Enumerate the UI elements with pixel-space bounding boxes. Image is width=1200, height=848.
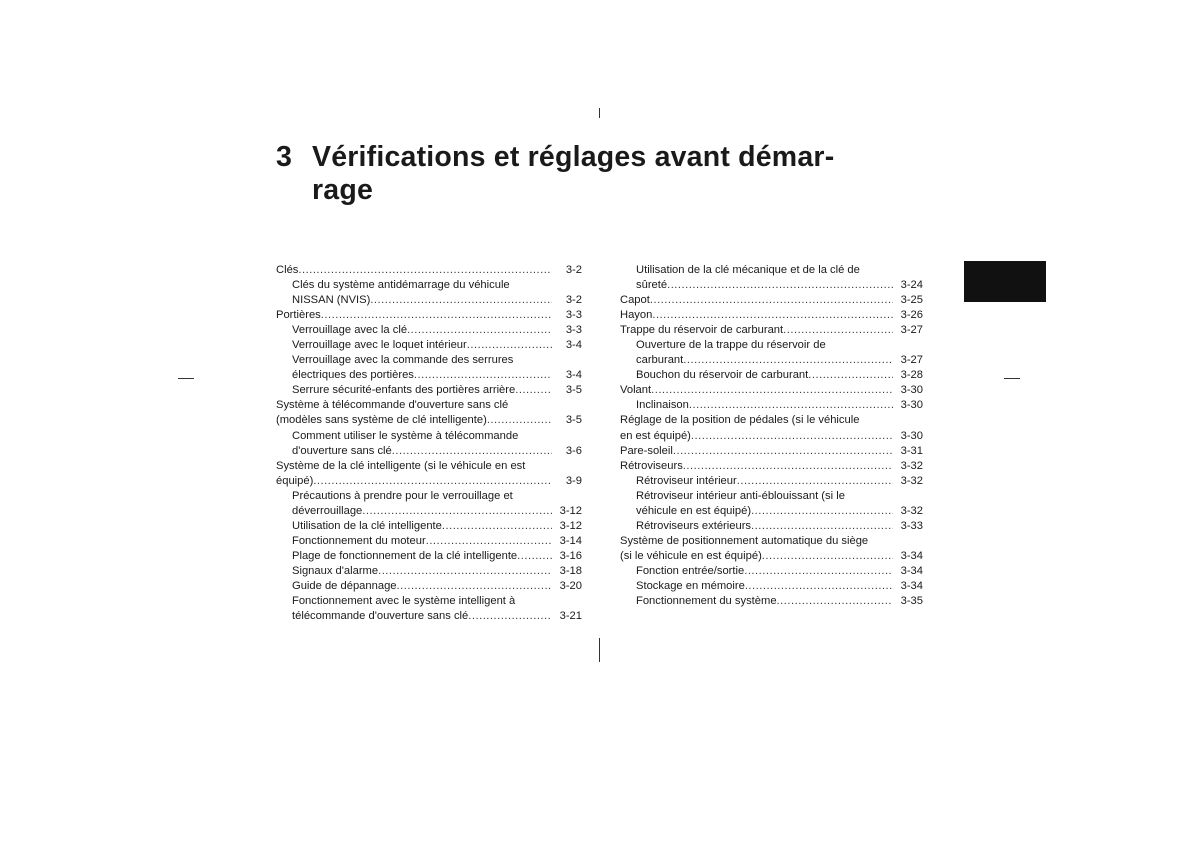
toc-entry[interactable] (276, 459, 582, 489)
toc-entry-row (292, 519, 582, 534)
toc-entry[interactable] (276, 398, 582, 428)
toc-entry-row (636, 474, 923, 489)
toc-entry-row (620, 323, 923, 338)
toc-entry-row (292, 338, 582, 353)
toc-page-number: 3-3 (565, 309, 582, 322)
toc-entry-row (620, 549, 923, 564)
toc-entry[interactable] (620, 413, 923, 443)
dot-leader (667, 278, 893, 293)
toc-entry[interactable] (620, 594, 923, 609)
toc-entry[interactable] (276, 549, 582, 564)
toc-entry-row (292, 504, 582, 519)
toc-page-number: 3-6 (565, 444, 582, 457)
toc-entry-text: (si le véhicule en est équipé) (620, 549, 762, 562)
dot-leader (370, 293, 552, 308)
dot-leader (517, 549, 552, 564)
toc-entry[interactable] (276, 308, 582, 323)
toc-entry-text: Ouverture de la trappe du réservoir de (636, 339, 826, 352)
toc-page-number: 3-5 (565, 414, 582, 427)
dot-leader (683, 353, 893, 368)
toc-entry-row (636, 594, 923, 609)
dot-leader (650, 293, 893, 308)
toc-entry[interactable] (276, 263, 582, 278)
toc-entry[interactable] (276, 429, 582, 459)
toc-page-number: 3-2 (565, 264, 582, 276)
toc-page-number: 3-34 (900, 564, 923, 577)
toc-entry-text: Bouchon du réservoir de carburant (636, 369, 809, 382)
toc-page-number: 3-35 (900, 595, 923, 608)
toc-entry[interactable] (276, 278, 582, 308)
toc-page-number: 3-30 (900, 399, 923, 412)
toc-right-column (620, 263, 923, 609)
toc-entry-row (292, 534, 582, 549)
chapter-heading (276, 141, 916, 207)
toc-entry-text: Portières (276, 309, 321, 322)
toc-page-number: 3-27 (900, 354, 923, 367)
toc-entry-row (620, 383, 923, 398)
dot-leader (467, 338, 552, 353)
toc-entry-row (636, 504, 923, 519)
toc-entry-row (292, 579, 582, 594)
toc-entry-text: Guide de dépannage (292, 579, 397, 592)
dot-leader (751, 519, 893, 534)
toc-entry-row (636, 564, 923, 579)
toc-entry[interactable] (620, 398, 923, 413)
chapter-thumb-tab (964, 261, 1046, 302)
toc-entry[interactable] (620, 338, 923, 368)
toc-entry-text: déverrouillage (292, 504, 363, 517)
toc-entry-row (620, 444, 923, 459)
toc-entry[interactable] (276, 519, 582, 534)
toc-entry-text: (modèles sans système de clé intelligente) (276, 414, 487, 427)
toc-entry-row (636, 353, 923, 368)
toc-entry[interactable] (276, 594, 582, 624)
toc-entry-text: Serrure sécurité-enfants des portières arrière (292, 384, 516, 397)
toc-entry-text: Réglage de la position de pédales (si le véhicule (620, 414, 860, 427)
toc-left-column (276, 263, 582, 624)
toc-entry-text: Verrouillage avec le loquet intérieur (292, 339, 467, 352)
toc-entry-text: Plage de fonctionnement de la clé intelligente (292, 549, 518, 562)
toc-entry-text: électriques des portières (292, 369, 414, 382)
toc-entry-row (636, 519, 923, 534)
chapter-number: 3 (276, 141, 293, 173)
dot-leader (673, 444, 893, 459)
toc-entry[interactable] (620, 444, 923, 459)
toc-page-number: 3-21 (559, 610, 582, 623)
toc-entry-text: Pare-soleil (620, 444, 673, 457)
toc-entry-text: Fonctionnement avec le système intelligent à (292, 595, 516, 608)
toc-entry[interactable] (620, 534, 923, 564)
toc-entry-text: Utilisation de la clé intelligente (292, 519, 442, 532)
toc-page-number: 3-28 (900, 369, 923, 382)
toc-entry-text: Fonctionnement du moteur (292, 534, 426, 547)
dot-leader (442, 519, 552, 534)
toc-page-number: 3-33 (900, 519, 923, 532)
toc-entry-text: Capot (620, 294, 650, 307)
toc-page-number: 3-12 (559, 504, 582, 517)
dot-leader (783, 323, 893, 338)
toc-page-number: 3-32 (900, 504, 923, 517)
dot-leader (691, 429, 893, 444)
toc-entry[interactable] (620, 474, 923, 489)
toc-entry-row (292, 383, 582, 398)
toc-entry-text: télécommande d'ouverture sans clé (292, 610, 469, 623)
toc-entry-row (276, 308, 582, 323)
dot-leader (298, 263, 552, 278)
toc-page-number: 3-18 (559, 564, 582, 577)
toc-page-number: 3-20 (559, 579, 582, 592)
dot-leader (652, 308, 893, 323)
toc-entry-row (292, 444, 582, 459)
toc-page-number: 3-25 (900, 294, 923, 307)
dot-leader (321, 308, 552, 323)
toc-page-number: 3-3 (565, 324, 582, 337)
toc-entry-row (620, 308, 923, 323)
dot-leader (397, 579, 552, 594)
toc-entry[interactable] (620, 383, 923, 398)
toc-entry[interactable] (276, 534, 582, 549)
dot-leader (407, 323, 552, 338)
toc-entry-row (636, 368, 923, 383)
toc-entry[interactable] (276, 353, 582, 383)
toc-page-number: 3-30 (900, 429, 923, 442)
toc-entry[interactable] (276, 383, 582, 398)
dot-leader (808, 368, 893, 383)
toc-entry-text: carburant (636, 354, 684, 367)
toc-page-number: 3-12 (559, 519, 582, 532)
toc-page-number: 3-32 (900, 459, 923, 472)
toc-entry-text: NISSAN (NVIS) (292, 294, 371, 307)
toc-entry-text: Utilisation de la clé mécanique et de la clé de (636, 264, 860, 276)
toc-entry[interactable] (276, 564, 582, 579)
toc-entry-text: Comment utiliser le système à télécommande (292, 429, 519, 442)
toc-page-number: 3-26 (900, 309, 923, 322)
dot-leader (745, 579, 893, 594)
toc-entry-row (292, 323, 582, 338)
toc-entry-text: Rétroviseur intérieur (636, 474, 737, 487)
toc-page-number: 3-30 (900, 384, 923, 397)
toc-entry-row (292, 368, 582, 383)
dot-leader (414, 368, 552, 383)
toc-entry-text: Fonctionnement du système (636, 595, 777, 608)
toc-page-number: 3-27 (900, 324, 923, 337)
toc-entry-row (292, 609, 582, 624)
toc-entry[interactable] (276, 323, 582, 338)
left-crop-mark (178, 378, 194, 379)
dot-leader (468, 609, 552, 624)
dot-leader (515, 383, 552, 398)
toc-entry[interactable] (620, 579, 923, 594)
toc-entry-text: Verrouillage avec la clé (292, 324, 408, 337)
toc-entry[interactable] (620, 519, 923, 534)
toc-entry-row (620, 293, 923, 308)
toc-entry[interactable] (276, 579, 582, 594)
dot-leader (378, 564, 552, 579)
toc-page-number: 3-14 (559, 534, 582, 547)
toc-entry[interactable] (276, 489, 582, 519)
toc-entry[interactable] (620, 293, 923, 308)
toc-entry[interactable] (620, 308, 923, 323)
toc-entry-text: Trappe du réservoir de carburant (620, 324, 784, 337)
toc-page-number: 3-2 (565, 294, 582, 307)
toc-entry-row (292, 549, 582, 564)
toc-entry-text: Stockage en mémoire (636, 579, 745, 592)
toc-entry-text: Rétroviseurs (620, 459, 683, 472)
toc-page-number: 3-9 (565, 474, 582, 487)
toc-entry[interactable] (620, 368, 923, 383)
dot-leader (777, 594, 893, 609)
toc-page-number: 3-34 (900, 579, 923, 592)
toc-page-number: 3-34 (900, 549, 923, 562)
toc-entry-text: Clés (276, 264, 299, 276)
dot-leader (689, 398, 893, 413)
toc-entry-text: Volant (620, 384, 652, 397)
toc-entry-text: Rétroviseurs extérieurs (636, 519, 752, 532)
toc-entry-text: Fonction entrée/sortie (636, 564, 745, 577)
toc-entry-row (276, 263, 582, 278)
toc-page-number: 3-5 (565, 384, 582, 397)
top-crop-mark (599, 108, 600, 118)
toc-entry-text: Système à télécommande d'ouverture sans clé (276, 399, 509, 412)
toc-page-number: 3-31 (900, 444, 923, 457)
dot-leader (751, 504, 893, 519)
toc-entry-row (292, 293, 582, 308)
toc-entry[interactable] (620, 489, 923, 519)
dot-leader (651, 383, 893, 398)
toc-entry-row (620, 429, 923, 444)
toc-entry-text: Inclinaison (636, 399, 689, 412)
toc-page-number: 3-16 (559, 549, 582, 562)
toc-entry[interactable] (276, 338, 582, 353)
dot-leader (313, 474, 552, 489)
toc-page-number: 3-24 (900, 279, 923, 292)
toc-entry-text: Signaux d'alarme (292, 564, 379, 577)
dot-leader (392, 444, 552, 459)
toc-entry-row (636, 579, 923, 594)
right-crop-mark (1004, 378, 1020, 379)
toc-entry-text: sûreté (636, 279, 668, 292)
toc-entry-text: Clés du système antidémarrage du véhicule (292, 279, 510, 292)
dot-leader (737, 474, 893, 489)
toc-entry[interactable] (620, 323, 923, 338)
dot-leader (362, 504, 552, 519)
dot-leader (683, 459, 893, 474)
toc-entry-text: Verrouillage avec la commande des serrures (292, 354, 514, 367)
toc-entry-text: équipé) (276, 474, 314, 487)
toc-entry[interactable] (620, 459, 923, 474)
toc-entry-row (636, 398, 923, 413)
center-gutter-line (599, 638, 600, 662)
dot-leader (426, 534, 552, 549)
toc-entry-text: Précautions à prendre pour le verrouillage et (292, 489, 513, 502)
dot-leader (487, 413, 552, 428)
toc-entry-text: véhicule en est équipé) (636, 504, 752, 517)
toc-entry-text: Hayon (620, 309, 653, 322)
toc-entry-text: Système de positionnement automatique du siège (620, 534, 869, 547)
toc-entry-text: en est équipé) (620, 429, 691, 442)
toc-entry-row (276, 474, 582, 489)
chapter-title-line-2: rage (312, 174, 374, 206)
toc-page-number: 3-4 (565, 339, 582, 352)
toc-entry-text: d'ouverture sans clé (292, 444, 392, 457)
toc-entry-row (292, 564, 582, 579)
dot-leader (762, 549, 893, 564)
toc-page-number: 3-4 (565, 369, 582, 382)
toc-entry-row (276, 413, 582, 428)
chapter-title-line-1: Vérifications et réglages avant démar- (312, 141, 835, 173)
dot-leader (744, 564, 893, 579)
toc-entry[interactable] (620, 564, 923, 579)
toc-page-number: 3-32 (900, 474, 923, 487)
toc-entry-text: Rétroviseur intérieur anti-éblouissant (si le (636, 489, 845, 502)
toc-entry-row (636, 278, 923, 293)
toc-entry-text: Système de la clé intelligente (si le véhicule en est (276, 459, 526, 472)
toc-entry[interactable] (620, 263, 923, 293)
toc-entry-row (620, 459, 923, 474)
